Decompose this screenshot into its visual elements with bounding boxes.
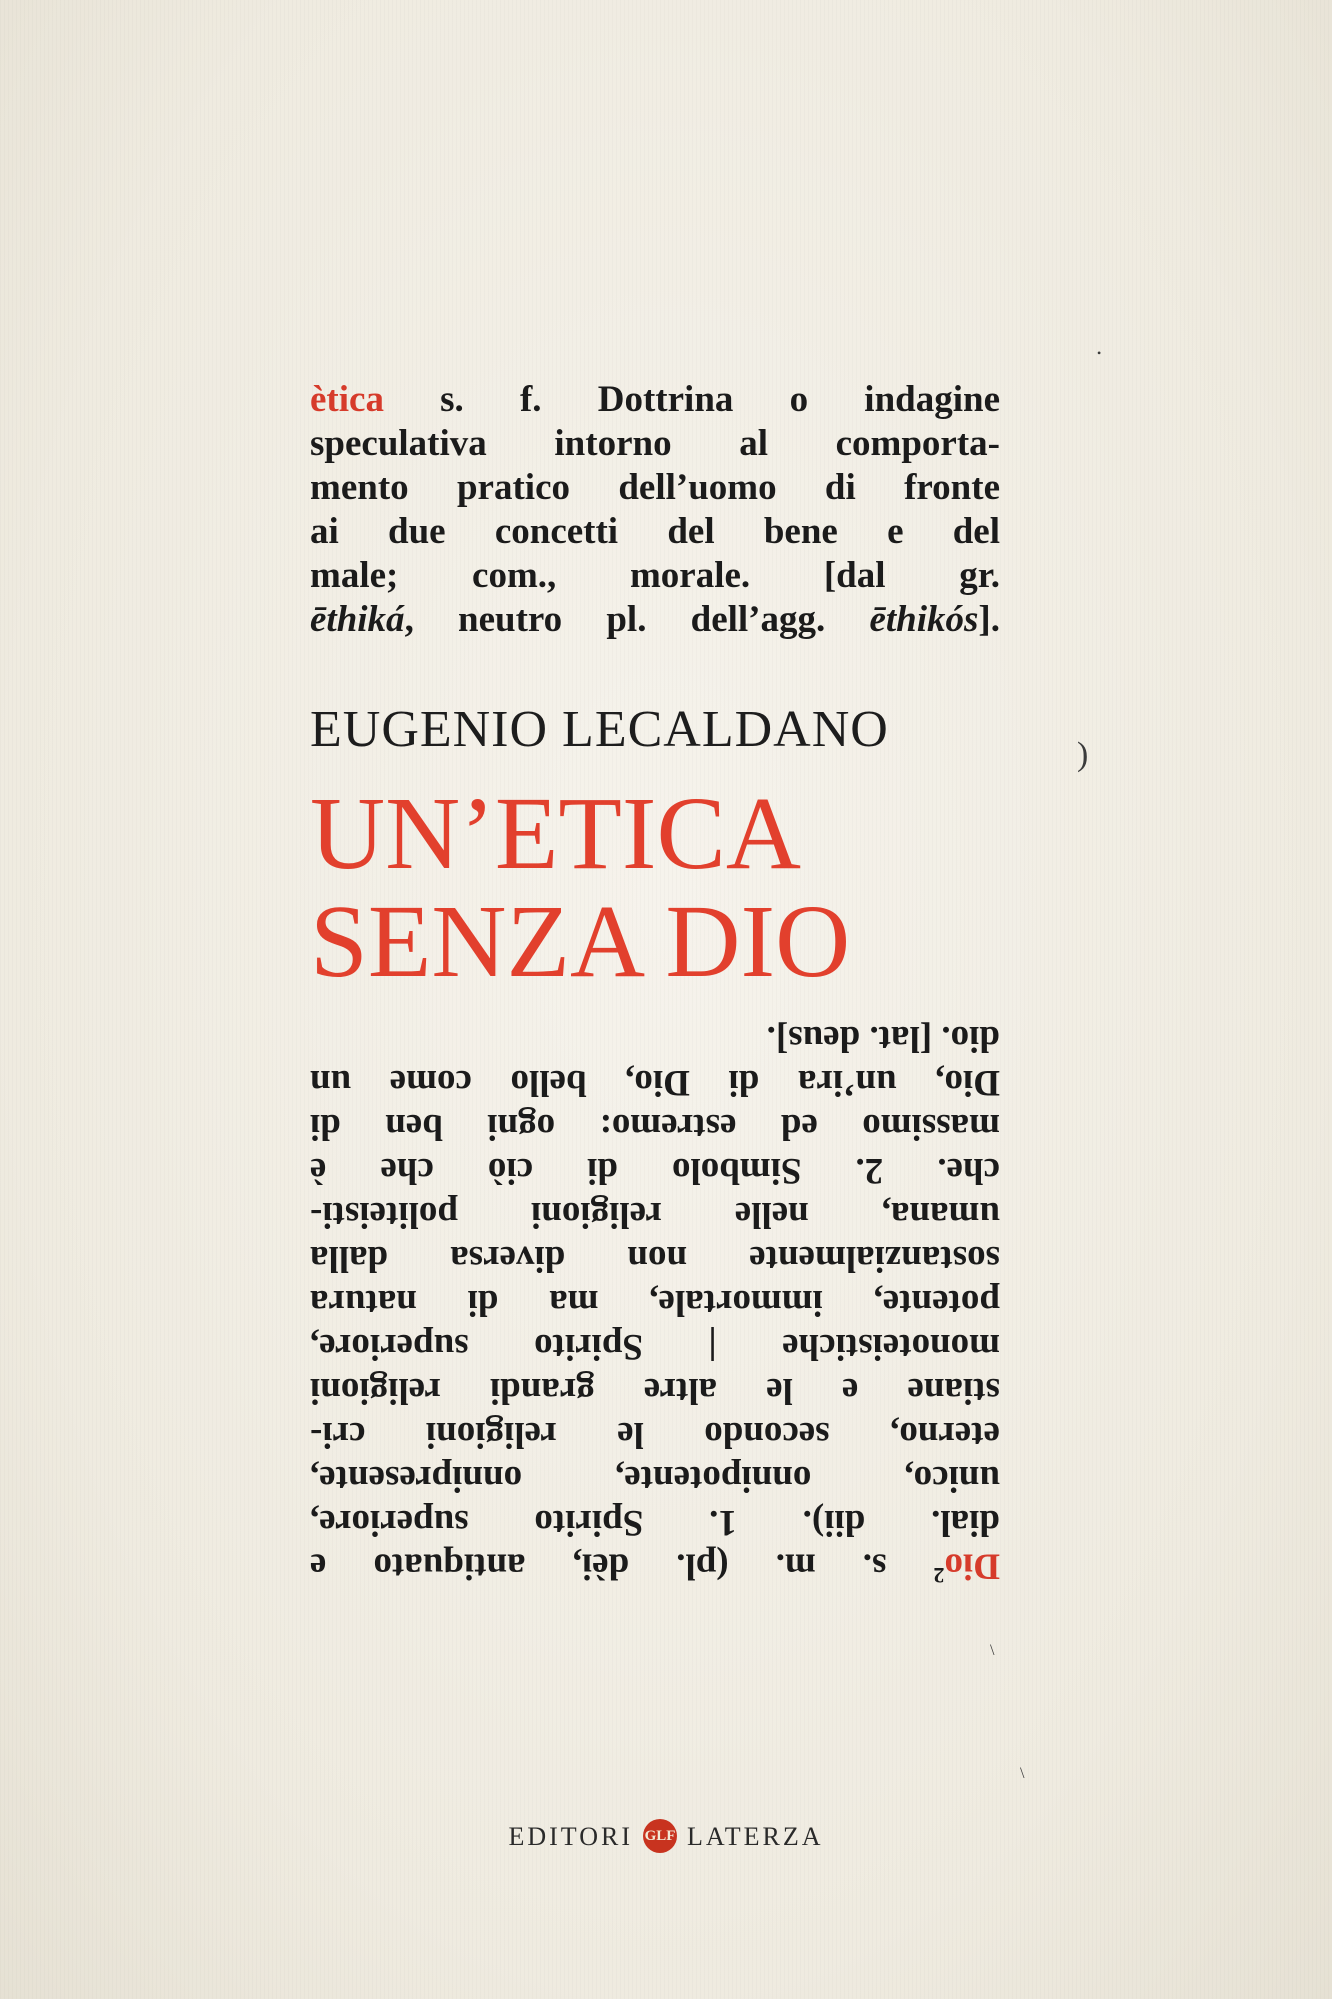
entry-line: monoteistiche | Spirito superiore, [310, 1325, 1000, 1367]
entry-line: ai due concetti del bene e del [310, 511, 1000, 552]
paper-mark: ) [1077, 736, 1089, 773]
book-title-line-2: SENZA DIO [310, 884, 851, 999]
paper-speck: \ [990, 1642, 995, 1659]
entry-line: stiane e le altre grandi religioni [310, 1369, 1000, 1411]
entry-line: mento pratico dell’uomo di fronte [310, 467, 1000, 508]
entry-line: Dio, un’ira di Dio, bello come un [310, 1061, 1000, 1103]
paper-speck: • [1097, 346, 1102, 360]
entry-line: Dio$^2$ s. m. (pl. dèi, antiquato e [310, 1545, 1000, 1588]
dictionary-entry-etica [310, 378, 1000, 642]
entry-line: unico, onnipotente, onnipresente, [310, 1457, 1000, 1499]
publisher-imprint [0, 1822, 1332, 1856]
publisher-name-left: EDITORI [508, 1822, 633, 1851]
entry-line: potente, immortale, ma di natura [310, 1281, 1000, 1323]
entry-line: speculativa intorno al comporta- [310, 423, 1000, 464]
entry-line: eterno, secondo le religioni cri- [310, 1413, 1000, 1455]
entry-line: ēthiká, neutro pl. dell’agg. ēthikós]. [310, 599, 1000, 640]
publisher-name-right: LATERZA [686, 1822, 824, 1851]
publisher-logo: GLF [643, 1819, 677, 1853]
paper-speck: \ [1020, 1765, 1025, 1782]
entry-line: ètica s. f. Dottrina o indagine [310, 379, 1000, 420]
author-name: EUGENIO LECALDANO [310, 701, 889, 758]
entry-line: che. 2. Simbolo di ciò che è [310, 1149, 1000, 1191]
entry-headword: ètica [310, 379, 384, 420]
book-title-line-1: UN’ETICA [310, 776, 802, 891]
entry-line: dio. [lat. deus]. [766, 1017, 1000, 1059]
entry-headword: Dio [944, 1545, 1000, 1587]
entry-line: massimo ed estremo: ogni ben di [310, 1105, 1000, 1147]
entry-line: sostanzialmente non diversa dalla [310, 1237, 1000, 1279]
entry-line: male; com., morale. [dal gr. [310, 555, 1000, 596]
dictionary-entry-dio-upside-down [310, 1016, 1000, 1597]
entry-line: umana, nelle religioni politeisti- [310, 1193, 1000, 1235]
entry-line: dial. dii). 1. Spirito superiore, [310, 1501, 1000, 1543]
